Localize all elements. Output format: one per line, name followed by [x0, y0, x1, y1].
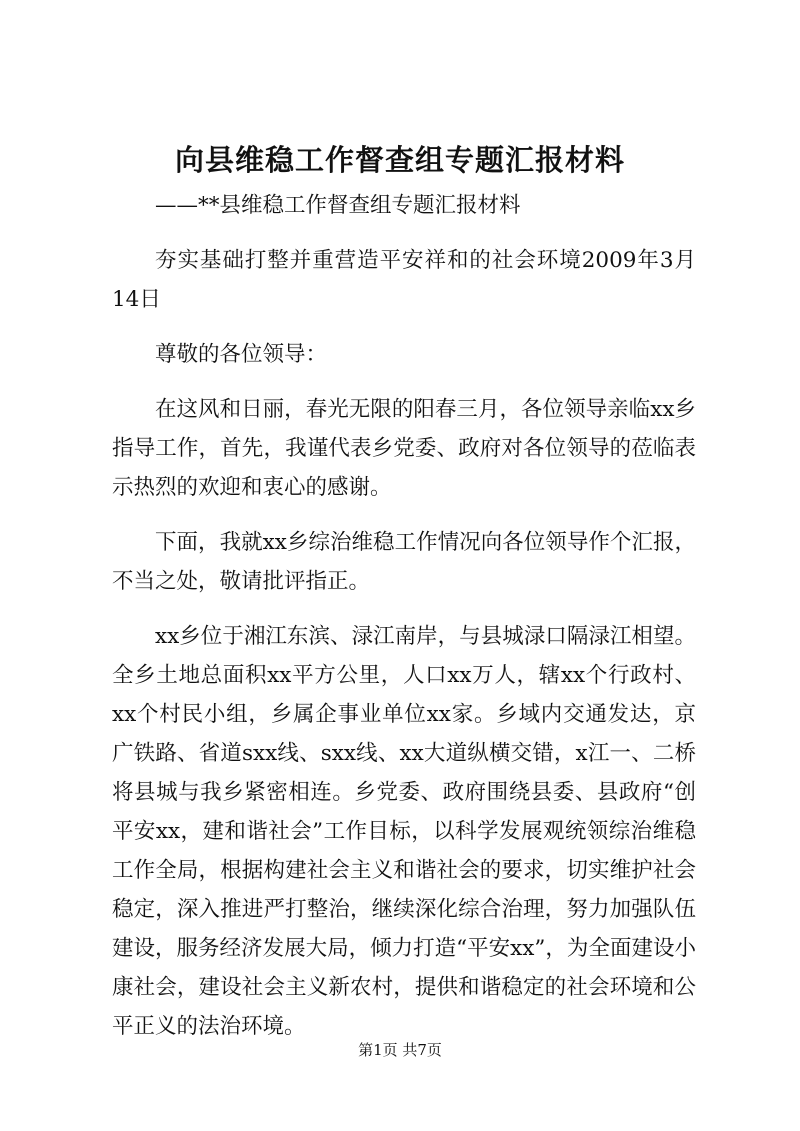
document-body	[112, 186, 696, 1046]
welcome-paragraph: 在这风和日丽，春光无限的阳春三月，各位领导亲临xx乡指导工作，首先，我谨代表乡党委、政府对各位领导的莅临表示热烈的欢迎和衷心的感谢。	[112, 397, 696, 500]
salutation-paragraph: 尊敬的各位领导：	[155, 342, 328, 367]
subtitle-paragraph: ——**县维稳工作督查组专题汇报材料	[155, 193, 521, 218]
page-number: 第1页 共7页	[358, 1041, 442, 1059]
overview-paragraph: xx乡位于湘江东滨、渌江南岸，与县城渌口隔渌江相望。全乡土地总面积xx平方公里，人口xx万人，辖xx个行政村、xx个村民小组，乡属企事业单位xx家。乡域内交通发达，京广铁路、省道sxx线、sxx线、xx大道纵横交错，x江一、二桥将县城与我乡紧密相连。乡党委、政府围绕县委、县政府“创平安xx，建和谐社会”工作目标，以科学发展观统领综治维稳工作全局，根据构建社会主义和谐社会的要求，切实维护社会稳定，深入推进严打整治，继续深化综合治理，努力加强队伍建设，服务经济发展大局，倾力打造“平安xx”，为全面建设小康社会，建设社会主义新农村，提供和谐稳定的社会环境和公平正义的法治环境。	[112, 624, 696, 1039]
introduction-paragraph: 下面，我就xx乡综治维稳工作情况向各位领导作个汇报，不当之处，敬请批评指正。	[112, 530, 696, 594]
theme-date-paragraph: 夯实基础打整并重营造平安祥和的社会环境2009年3月14日	[112, 248, 696, 312]
document-title: 向县维稳工作督查组专题汇报材料	[174, 143, 625, 177]
